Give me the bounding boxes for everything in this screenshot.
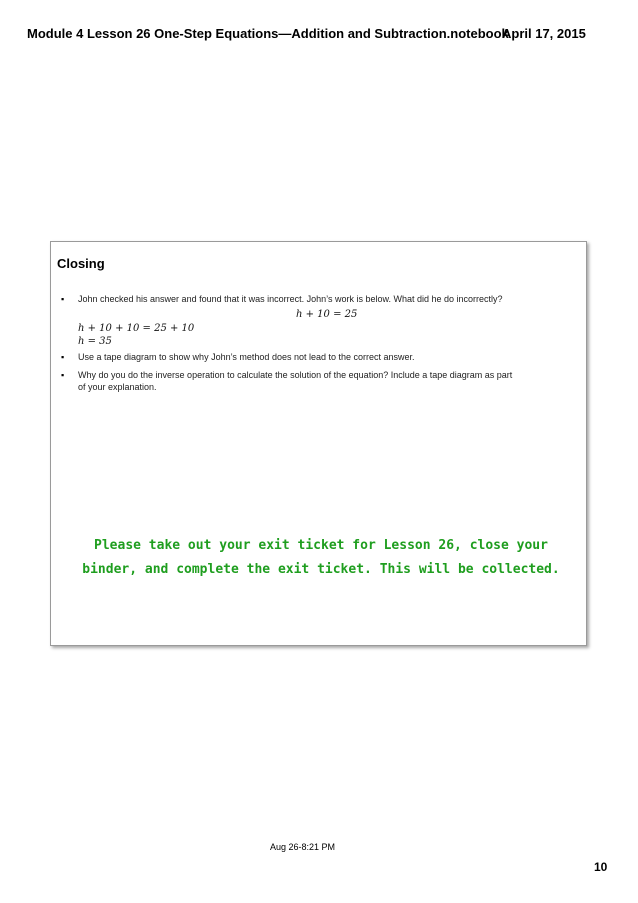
slide-heading: Closing — [57, 256, 105, 271]
bullet-text-continued: of your explanation. — [78, 382, 157, 392]
bullet-text: Use a tape diagram to show why John’s method does not lead to the correct answer. — [78, 352, 415, 362]
notebook-title: Module 4 Lesson 26 One-Step Equations—Addition and Subtraction.notebook — [27, 26, 509, 41]
note-line: Please take out your exit ticket for Lesson 26, close your — [94, 538, 548, 553]
bullet-icon: ▪ — [61, 294, 65, 304]
slide-panel — [50, 241, 587, 646]
page-number: 10 — [594, 860, 608, 874]
bullet-icon: ▪ — [61, 352, 65, 362]
equation-step1: h + 10 + 10 = 25 + 10 — [78, 323, 195, 334]
slide-timestamp: Aug 26-8:21 PM — [270, 842, 336, 852]
exit-ticket-note — [61, 534, 581, 582]
equation-centered: h + 10 = 25 — [296, 309, 358, 320]
note-line: binder, and complete the exit ticket. This will be collected. — [82, 562, 560, 577]
header-date: April 17, 2015 — [502, 26, 586, 41]
bullet-text: John checked his answer and found that it was incorrect. John’s work is below. What did he do incorrectly? — [78, 294, 503, 304]
bullet-icon: ▪ — [61, 370, 65, 380]
equation-step2: h = 35 — [78, 336, 112, 347]
bullet-text: Why do you do the inverse operation to calculate the solution of the equation? Include a tape diagram as part — [78, 370, 513, 380]
